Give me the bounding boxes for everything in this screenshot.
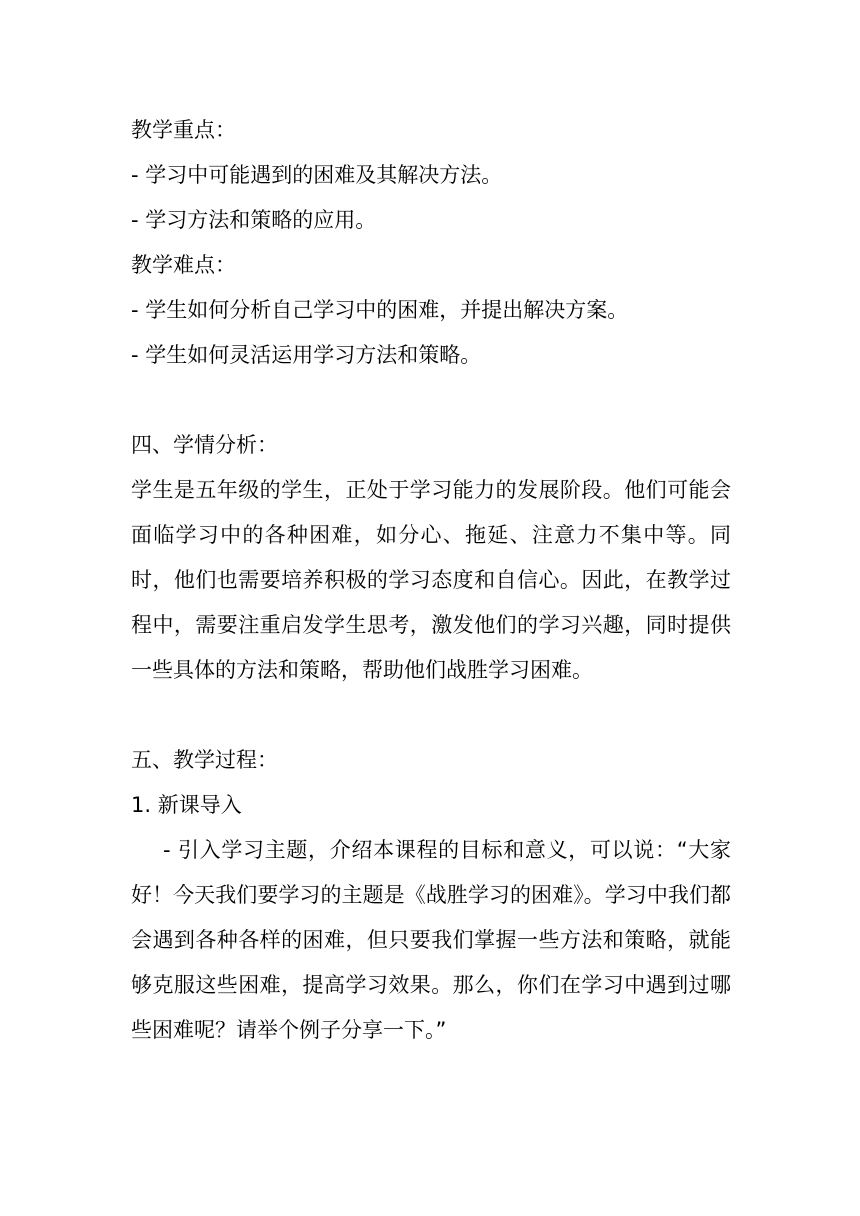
step-paragraph: - 引入学习主题，介绍本课程的目标和意义，可以说：“大家好！今天我们要学习的主题是《战胜学习的困难》。学习中我们都会遇到各种各样的困难，但只要我们掌握一些方法和策略，就能够克服这些困难，提高学习效果。那么，你们在学习中遇到过哪些困难呢？请举个例子分享一下。” <box>131 838 731 1042</box>
step-title: 1. 新课导入 <box>131 793 242 817</box>
analysis-paragraph: 学生是五年级的学生，正处于学习能力的发展阶段。他们可能会面临学习中的各种困难，如分心、拖延、注意力不集中等。同时，他们也需要培养积极的学习态度和自信心。因此，在教学过程中，需要注重启发学生思考，激发他们的学习兴趣，同时提供一些具体的方法和策略，帮助他们战胜学习困难。 <box>131 478 731 682</box>
difficulty-item: - 学生如何分析自己学习中的困难，并提出解决方案。 <box>131 298 629 322</box>
analysis-heading: 四、学情分析： <box>131 433 278 457</box>
process-heading: 五、教学过程： <box>131 748 278 772</box>
blank-line <box>131 378 731 423</box>
blank-line <box>131 693 731 738</box>
focus-heading: 教学重点： <box>131 118 236 142</box>
focus-item: - 学习方法和策略的应用。 <box>131 208 377 232</box>
document-body <box>131 108 731 1053</box>
difficulty-item: - 学生如何灵活运用学习方法和策略。 <box>131 343 482 367</box>
focus-item: - 学习中可能遇到的困难及其解决方法。 <box>131 163 503 187</box>
difficulty-heading: 教学难点： <box>131 253 236 277</box>
